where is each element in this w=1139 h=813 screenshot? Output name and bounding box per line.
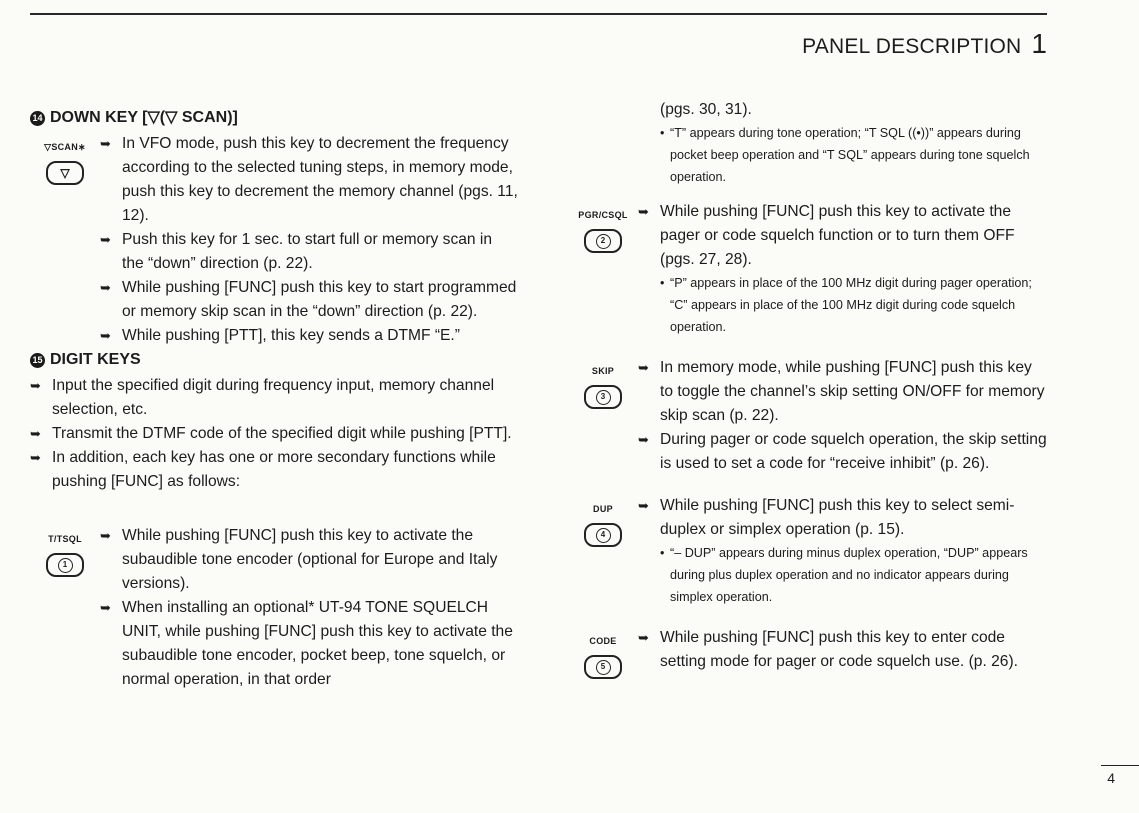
key-2-block xyxy=(568,200,1049,338)
key-2-icon xyxy=(568,200,638,338)
digit-badge: 3 xyxy=(596,390,611,405)
continuation-block xyxy=(568,98,1049,188)
bullet-text: ➥ While pushing [FUNC] push this key to select semi-duplex or simplex operation (p. 15). xyxy=(638,494,1049,542)
bullet-text: ➥ While pushing [FUNC] push this key to start programmed or memory skip scan in the “down” direction (p. 22). xyxy=(100,276,518,324)
bullet-text: ➥ In memory mode, while pushing [FUNC] push this key to toggle the channel’s skip setting ON/OFF for memory skip scan (p. 22). xyxy=(638,356,1049,428)
item-number-badge: 14 xyxy=(30,111,45,126)
key-3-icon xyxy=(568,356,638,476)
key-label: DUP xyxy=(593,504,613,514)
key-label: PGR/CSQL xyxy=(578,210,628,220)
page-header xyxy=(802,28,1047,60)
key-label: SKIP xyxy=(591,366,615,376)
key-oval: ▽ xyxy=(46,161,84,185)
bullet-text: ➥ In addition, each key has one or more secondary functions while pushing [FUNC] as follows: xyxy=(30,446,518,494)
key-4-block xyxy=(568,494,1049,608)
chapter-number: 1 xyxy=(1031,28,1047,59)
bullet-text: ➥ While pushing [FUNC] push this key to activate the subaudible tone encoder (optional for Europe and Italy versions). xyxy=(100,524,518,596)
key-oval xyxy=(46,553,84,577)
bullet-text: ➥ While pushing [PTT], this key sends a DTMF “E.” xyxy=(100,324,518,348)
key-label: CODE xyxy=(589,636,617,646)
note-text: • “– DUP” appears during minus duplex operation, “DUP” appears during plus duplex operation and no indicator appears during simplex operation. xyxy=(638,542,1049,608)
section-title: PANEL DESCRIPTION xyxy=(802,35,1022,58)
key-4-icon xyxy=(568,494,638,608)
down-key-block xyxy=(30,132,518,348)
down-key-heading xyxy=(30,106,518,130)
note-text: • “P” appears in place of the 100 MHz digit during pager operation; “C” appears in place of the 100 MHz digit during code squelch operation. xyxy=(638,272,1049,338)
bullet-text: ➥ In VFO mode, push this key to decrement the frequency according to the selected tuning steps, in memory mode, push this key to decrement the memory channel (pgs. 11, 12). xyxy=(100,132,518,228)
digit-keys-heading xyxy=(30,348,518,372)
item-number-badge: 15 xyxy=(30,353,45,368)
key-5-icon xyxy=(568,626,638,679)
key-oval xyxy=(584,523,622,547)
key-1-block xyxy=(30,524,518,692)
down-key-title: DOWN KEY [▽(▽ SCAN)] xyxy=(50,109,238,126)
bullet-text: ➥ While pushing [FUNC] push this key to activate the pager or code squelch function or to turn them OFF (pgs. 27, 28). xyxy=(638,200,1049,272)
page-number-rule xyxy=(1101,765,1139,766)
bullet-text: ➥ Push this key for 1 sec. to start full or memory scan in the “down” direction (p. 22). xyxy=(100,228,518,276)
right-column xyxy=(568,98,1049,679)
down-key-icon xyxy=(30,132,100,348)
bullet-text: ➥ While pushing [FUNC] push this key to enter code setting mode for pager or code squelch use. (p. 26). xyxy=(638,626,1049,674)
page-number: 4 xyxy=(1107,770,1115,786)
continuation-text: (pgs. 30, 31). xyxy=(660,101,752,118)
key-oval xyxy=(584,229,622,253)
key-oval xyxy=(584,385,622,409)
key-5-block xyxy=(568,626,1049,679)
bullet-text: ➥ When installing an optional* UT-94 TONE SQUELCH UNIT, while pushing [FUNC] push this key to activate the subaudible tone encoder, pocket beep, tone squelch, or normal operation, in that order xyxy=(100,596,518,692)
bullet-text: ➥ During pager or code squelch operation, the skip setting is used to set a code for “receive inhibit” (p. 26). xyxy=(638,428,1049,476)
digit-badge: 5 xyxy=(596,660,611,675)
key-label: ▽SCAN∗ xyxy=(44,142,86,152)
key-3-block xyxy=(568,356,1049,476)
bullet-text: ➥ Transmit the DTMF code of the specified digit while pushing [PTT]. xyxy=(30,422,518,446)
digit-badge: 1 xyxy=(58,558,73,573)
key-label: T/TSQL xyxy=(48,534,82,544)
digit-badge: 2 xyxy=(596,234,611,249)
key-1-icon xyxy=(30,524,100,692)
key-oval xyxy=(584,655,622,679)
left-column xyxy=(30,106,518,692)
bullet-text: ➥ Input the specified digit during frequency input, memory channel selection, etc. xyxy=(30,374,518,422)
top-rule xyxy=(30,13,1047,15)
digit-keys-title: DIGIT KEYS xyxy=(50,351,141,368)
note-text: • “T” appears during tone operation; “T SQL ((•))” appears during pocket beep operation and “T SQL” appears during tone squelch operation. xyxy=(638,122,1049,188)
digit-badge: 4 xyxy=(596,528,611,543)
